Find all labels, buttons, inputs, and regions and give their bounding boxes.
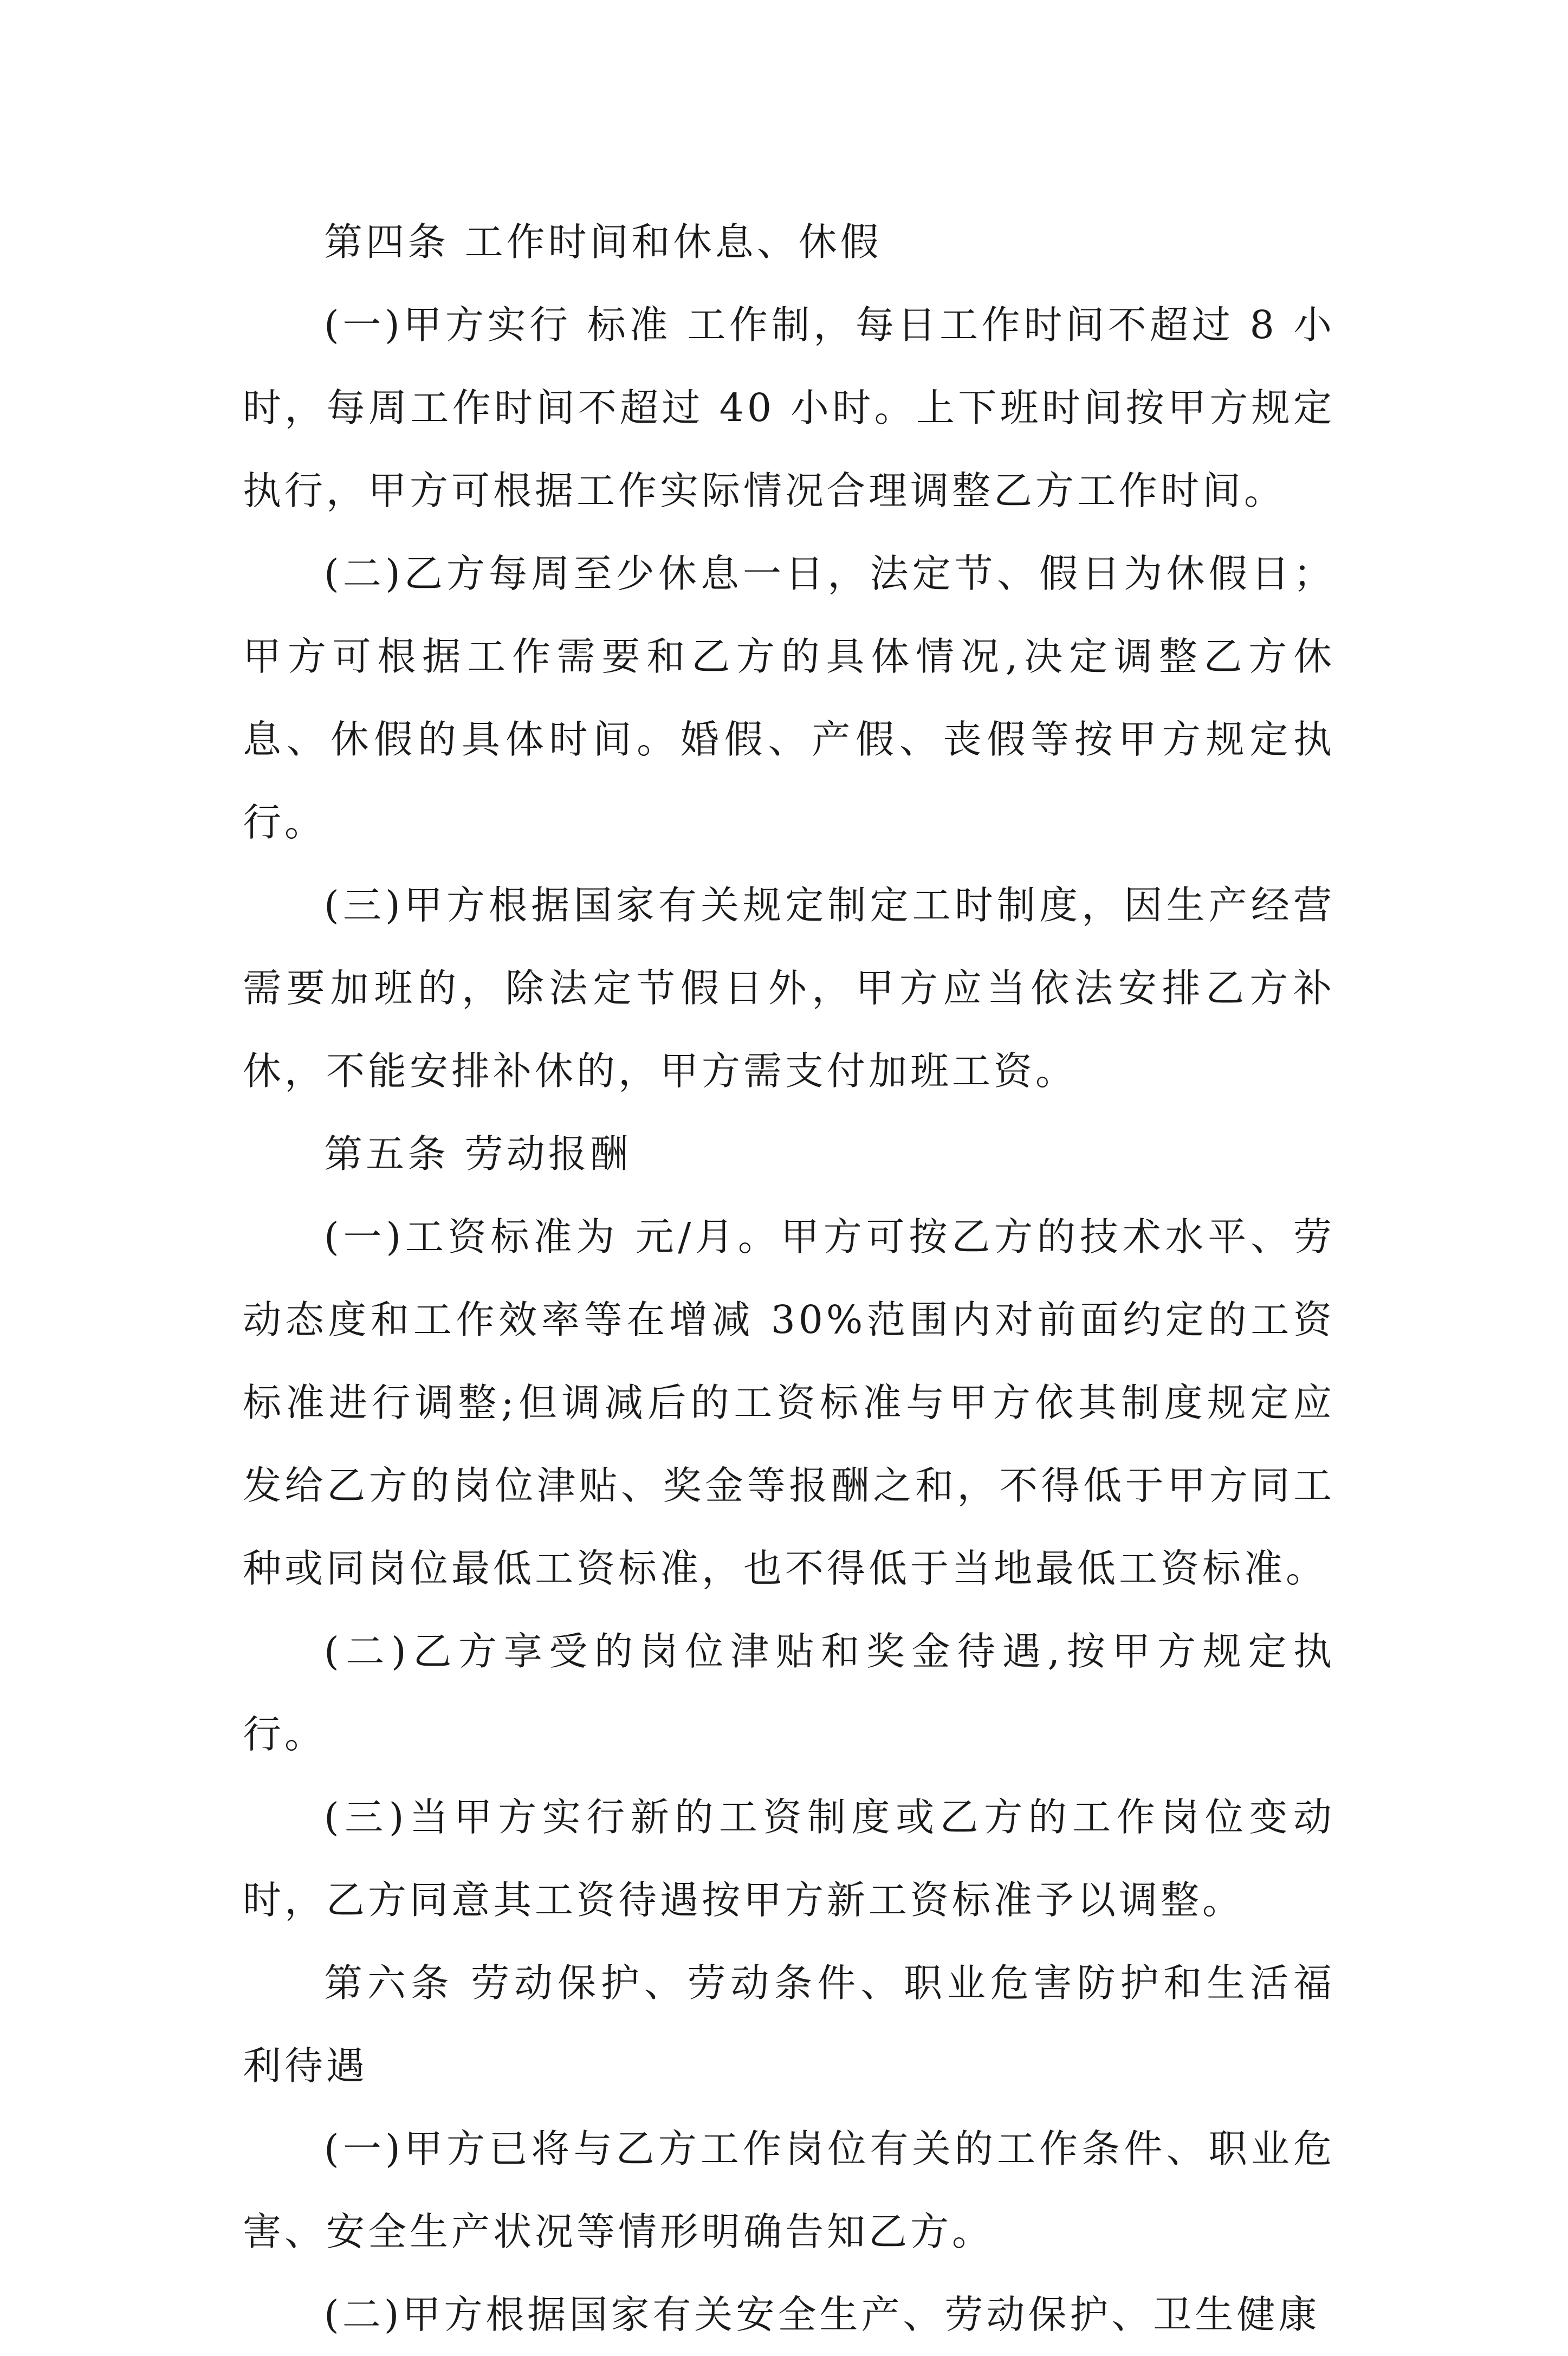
article-5-heading: 第五条 劳动报酬 [324, 1131, 632, 1176]
article-4-clause-2: (二)乙方每周至少休息一日，法定节、假日为休假日；甲方可根据工作需要和乙方的具体情况,决定调整乙方休息、休假的具体时间。婚假、产假、丧假等按甲方规定执行。 [243, 551, 1335, 845]
article-6-clause-1: (一)甲方已将与乙方工作岗位有关的工作条件、职业危害、安全生产状况等情形明确告知乙方。 [243, 2126, 1335, 2254]
article-5-clause-3: (三)当甲方实行新的工资制度或乙方的工作岗位变动时，乙方同意其工资待遇按甲方新工资标准予以调整。 [243, 1795, 1335, 1923]
article-4-heading: 第四条 工作时间和休息、休假 [324, 219, 882, 264]
document-page [243, 200, 1335, 2356]
article-5-clause-1: (一)工资标准为 元/月。甲方可按乙方的技术水平、劳动态度和工作效率等在增减 30%范围内对前面约定的工资标准进行调整;但调减后的工资标准与甲方依其制度规定应发给乙方的岗位津贴、奖金等报酬之和，不得低于甲方同工种或同岗位最低工资标准，也不得低于当地最低工资标准。 [243, 1214, 1335, 1591]
article-6-heading: 第六条 劳动保护、劳动条件、职业危害防护和生活福利待遇 [243, 1960, 1335, 2088]
article-4-clause-3: (三)甲方根据国家有关规定制定工时制度，因生产经营需要加班的，除法定节假日外，甲方应当依法安排乙方补休，不能安排补休的，甲方需支付加班工资。 [243, 883, 1335, 1093]
article-4-clause-1: (一)甲方实行 标准 工作制，每日工作时间不超过 8 小时，每周工作时间不超过 40 小时。上下班时间按甲方规定执行，甲方可根据工作实际情况合理调整乙方工作时间。 [243, 302, 1335, 513]
article-5-clause-2: (二)乙方享受的岗位津贴和奖金待遇,按甲方规定执行。 [243, 1629, 1335, 1757]
article-6-clause-2: (二)甲方根据国家有关安全生产、劳动保护、卫生健康 [324, 2292, 1320, 2337]
